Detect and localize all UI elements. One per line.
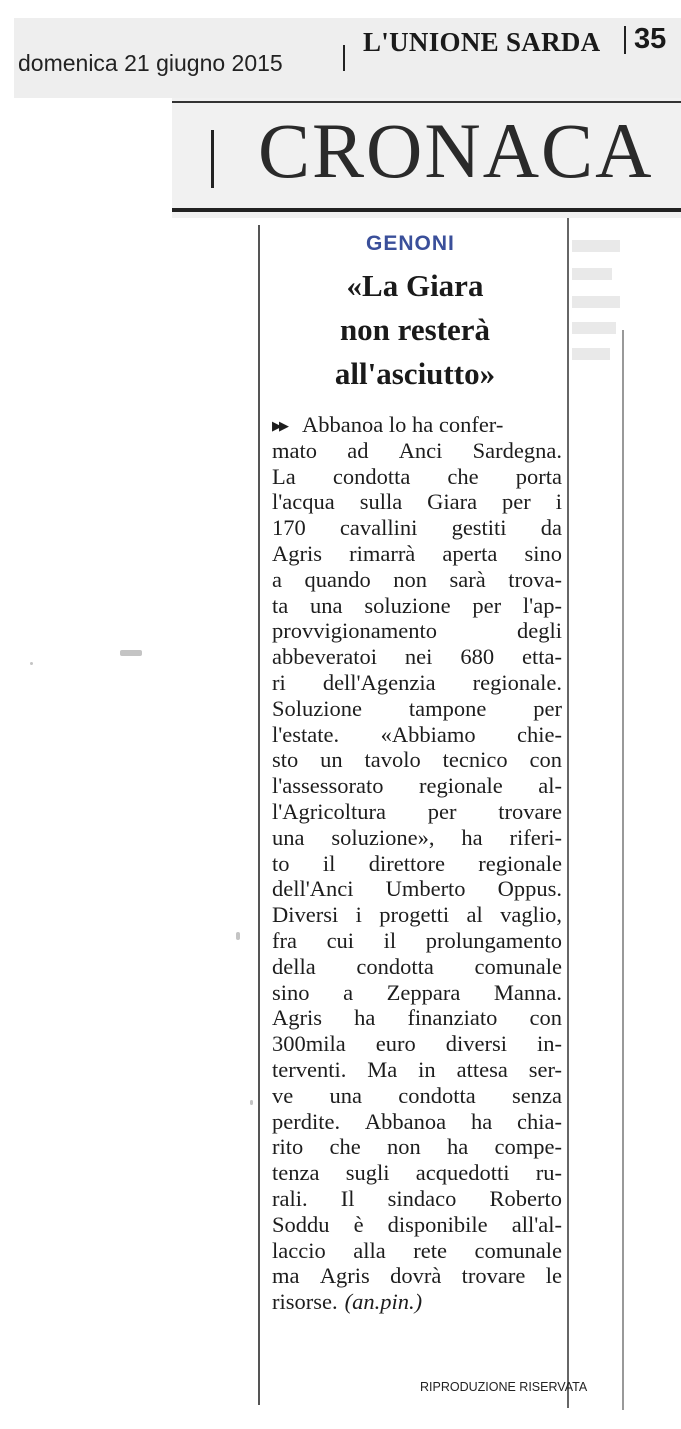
body-word: ha [461,824,483,850]
header-separator [343,45,345,71]
body-word: chie- [517,721,562,747]
body-word: Sardegna. [472,437,562,463]
body-line [272,722,562,748]
body-word: ri [272,669,286,695]
body-line [272,644,562,670]
body-word: finanziato [407,1005,498,1031]
body-word: ma [272,1263,300,1289]
body-line [272,851,562,877]
body-word: alla [353,1237,386,1263]
body-word: i [355,902,362,928]
publication-date: domenica 21 giugno 2015 [18,50,283,76]
body-word: etta- [522,644,562,670]
body-word: per [533,695,562,721]
body-word: dell'Agenzia [322,669,436,695]
column-rule [567,218,569,1408]
article-body [272,412,562,1315]
article-headline [270,264,560,396]
body-word: ha [470,1108,493,1134]
body-word: rimarrà [349,540,416,566]
body-line [272,1057,562,1083]
column-rule [622,330,624,1410]
body-word: sulla [359,489,403,515]
body-word: Ma [367,1056,398,1082]
body-word: rete [413,1237,447,1263]
body-word: riferi- [509,824,562,850]
body-word: il [383,927,397,953]
body-word: soluzione [364,592,451,618]
body-word: Oppus. [497,876,562,902]
body-word: 300mila [272,1031,346,1057]
body-word: sino [272,979,310,1005]
body-line [272,773,562,799]
body-word: provvigionamento [272,618,437,644]
body-word: a [272,566,282,592]
body-word: vaglio, [500,902,562,928]
body-word: che [329,1134,361,1160]
scan-speck [250,1100,253,1105]
bleed-through-text [572,296,620,308]
body-word: l'estate. [272,721,340,747]
body-word: ser- [528,1056,562,1082]
body-line: risorse. (an.pin.) [272,1289,423,1315]
body-word: ha [446,1134,469,1160]
body-line [272,1134,562,1160]
body-word: in- [536,1031,562,1057]
header-separator [624,26,626,54]
body-word: nei [404,644,433,670]
body-line [272,670,562,696]
section-bar [211,130,214,188]
body-line [272,618,562,644]
body-word: porta [515,463,562,489]
body-line [272,980,562,1006]
bleed-through-text [572,268,612,280]
body-word: non [386,1134,421,1160]
body-word: le [545,1263,562,1289]
body-word: rito [272,1134,304,1160]
body-word: Umberto [385,876,466,902]
body-word: gestiti [451,515,507,541]
body-word: Agris [272,540,322,566]
body-word: l'acqua [272,489,335,515]
body-line [272,799,562,825]
body-word: quando [304,566,371,592]
body-word: dell'Anci [272,876,354,902]
body-word: ha [354,1005,376,1031]
body-word: con [529,1005,562,1031]
scan-speck [120,650,142,656]
body-word: Diversi [272,902,339,928]
body-word: tenza [272,1160,320,1186]
body-word: trova- [508,566,562,592]
body-line [272,1031,562,1057]
body-word: i [555,489,562,515]
body-word: è [353,1211,364,1237]
section-rule [172,101,681,103]
body-word: una [310,592,343,618]
body-word: compe- [494,1134,562,1160]
body-word: sugli [345,1160,390,1186]
body-word: in [418,1056,436,1082]
body-word: euro [375,1031,416,1057]
body-word: ru- [535,1160,562,1186]
body-word: fra [272,927,297,953]
article-kicker: GENONI [366,232,455,255]
body-word: Agris [272,1005,322,1031]
body-line [272,696,562,722]
body-word: condotta [356,953,434,979]
body-word: sindaco [387,1185,457,1211]
bleed-through-text [572,240,620,252]
body-word: laccio [272,1237,326,1263]
body-word: Abbanoa [364,1108,447,1134]
body-word: Soluzione [272,695,362,721]
body-word: mato [272,437,317,463]
body-word: condotta [398,1082,476,1108]
body-line [272,1083,562,1109]
body-word: Manna. [493,979,562,1005]
headline-line: non resterà [339,312,491,347]
body-word: Anci [398,437,443,463]
body-word: della [272,953,316,979]
body-line [272,1005,562,1031]
body-word: dovrà [390,1263,442,1289]
body-word: La [272,463,296,489]
body-word: terventi. [272,1056,347,1082]
body-line [272,1109,562,1135]
body-line: ▶▶ Abbanoa lo ha confer- [272,412,562,438]
body-word: Soddu [272,1211,330,1237]
body-word: 170 [272,515,306,541]
body-word: all'al- [511,1211,562,1237]
scan-speck [236,932,240,940]
body-word: attesa [456,1056,508,1082]
body-word: regionale. [472,669,562,695]
page-number: 35 [634,23,667,55]
body-word: l'ap- [522,592,562,618]
body-word: che [447,463,479,489]
body-word: con [529,747,562,773]
body-line [272,1186,562,1212]
body-word: comunale [474,953,562,979]
body-word: il [322,850,336,876]
body-word: per [502,489,531,515]
body-word: una [272,824,305,850]
rights-notice: RIPRODUZIONE RISERVATA [420,1380,588,1394]
body-word: senza [512,1082,562,1108]
body-word: disponibile [387,1211,488,1237]
body-line [272,464,562,490]
body-word: una [329,1082,363,1108]
body-word: da [540,515,562,541]
body-word: tavolo [364,747,421,773]
bleed-through-text [572,322,616,334]
body-word: degli [517,618,562,644]
body-word: chia- [517,1108,562,1134]
body-line [272,1263,562,1289]
body-word: al [466,902,483,928]
body-word: cavallini [339,515,418,541]
body-word: sto [272,747,299,773]
body-line [272,438,562,464]
body-line [272,1238,562,1264]
body-word: abbeveratoi [272,644,377,670]
section-rule [172,208,681,212]
headline-line: all'asciutto» [334,356,496,391]
double-arrow-icon: ▶▶ [272,419,286,434]
body-word: aperta [442,540,498,566]
body-line [272,876,562,902]
body-word: l'Agricoltura [272,798,387,824]
body-word: non [393,566,427,592]
body-word: Il [340,1185,355,1211]
body-line [272,928,562,954]
column-rule [258,225,260,1405]
body-word: Zeppara [386,979,461,1005]
body-word: condotta [332,463,411,489]
body-line [272,567,562,593]
body-line [272,902,562,928]
body-line [272,747,562,773]
body-word: trovare [498,798,562,824]
body-line [272,825,562,851]
body-word: perdite. [272,1108,341,1134]
newspaper-name: L'UNIONE SARDA [363,27,601,57]
body-word: cui [326,927,355,953]
body-word: regionale [419,773,503,799]
body-word: comunale [474,1237,562,1263]
body-line [272,541,562,567]
body-word: tampone [408,695,487,721]
section-title: CRONACA [258,107,654,194]
body-word: ad [347,437,369,463]
body-word: regionale [478,850,562,876]
body-word: trovare [461,1263,526,1289]
body-word: direttore [368,850,445,876]
body-word: to [272,850,290,876]
body-line [272,515,562,541]
body-word: Giara [427,489,478,515]
body-line [272,593,562,619]
body-word: a [343,979,354,1005]
body-word: diversi [445,1031,507,1057]
body-line [272,489,562,515]
body-line [272,1212,562,1238]
body-word: Roberto [489,1185,562,1211]
body-word: prolungamento [425,927,562,953]
scan-speck [30,662,33,665]
body-word: al- [538,773,562,799]
body-word: l'assessorato [272,773,384,799]
body-word: rali. [272,1185,308,1211]
body-word: tecnico [442,747,508,773]
body-word: ve [272,1082,294,1108]
body-word: Agris [319,1263,370,1289]
body-word: per [427,798,457,824]
body-word: soluzione», [331,824,435,850]
author-signature: (an.pin.) [344,1289,423,1315]
body-word: ta [272,592,289,618]
body-word: sino [524,540,562,566]
body-word: 680 [460,644,495,670]
headline-line: «La Giara [346,268,484,303]
bleed-through-text [572,348,610,360]
body-line [272,954,562,980]
body-line [272,1160,562,1186]
body-word: sarà [449,566,486,592]
body-word: progetti [379,902,450,928]
body-word: un [320,747,343,773]
body-word: «Abbiamo [380,721,476,747]
body-word: acquedotti [415,1160,510,1186]
body-word: per [472,592,502,618]
